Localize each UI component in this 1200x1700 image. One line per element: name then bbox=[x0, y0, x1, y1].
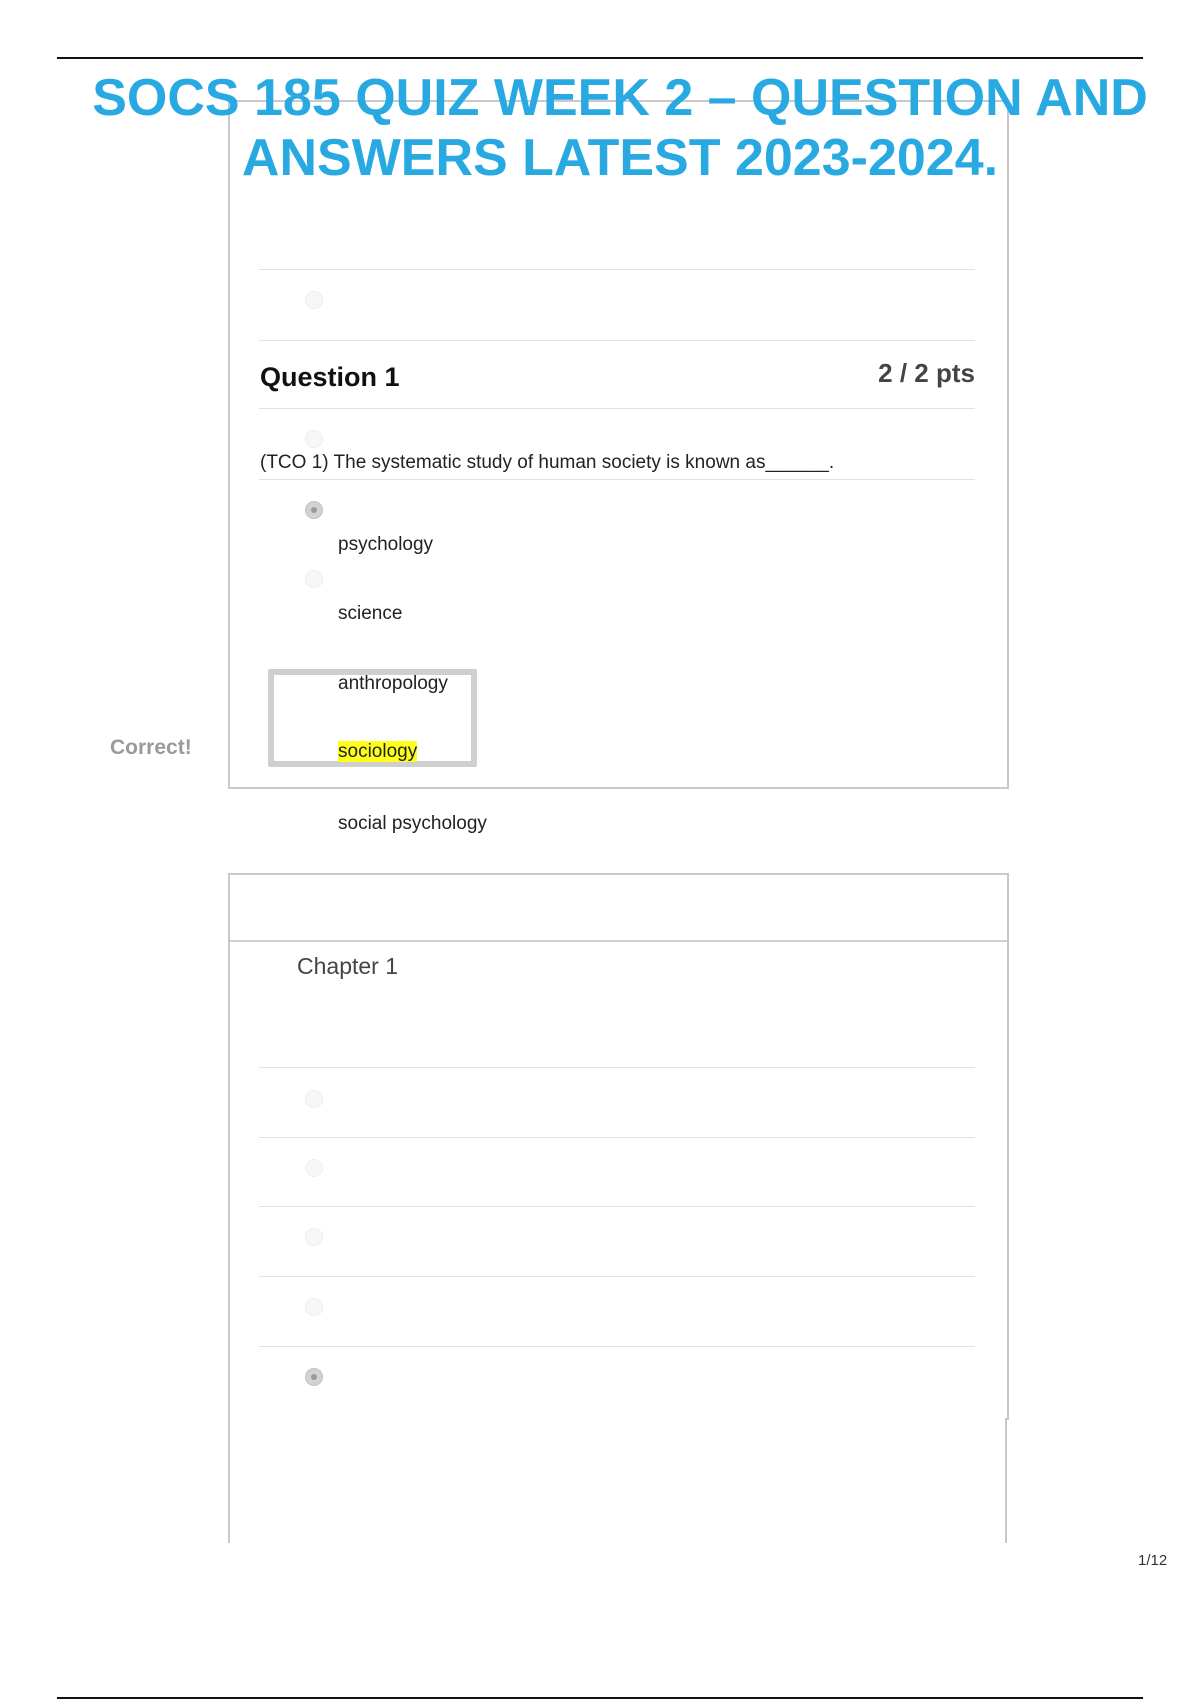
correct-feedback: Correct! bbox=[110, 736, 192, 759]
radio-icon[interactable] bbox=[305, 1228, 323, 1246]
radio-selected-icon[interactable] bbox=[305, 1368, 323, 1386]
radio-icon[interactable] bbox=[305, 1090, 323, 1108]
card-edge bbox=[1005, 1418, 1007, 1543]
divider bbox=[259, 1206, 975, 1207]
divider bbox=[259, 479, 975, 480]
radio-icon bbox=[305, 430, 323, 448]
page-number: 1/12 bbox=[1138, 1552, 1168, 1569]
divider bbox=[259, 1276, 975, 1277]
radio-selected-icon[interactable] bbox=[305, 501, 323, 519]
top-rule bbox=[57, 57, 1143, 59]
divider bbox=[259, 408, 975, 409]
highlighted-answer: sociology bbox=[338, 741, 418, 762]
question-text: (TCO 1) The systematic study of human society is known as______. bbox=[260, 452, 835, 473]
divider bbox=[259, 269, 975, 270]
divider bbox=[259, 1346, 975, 1347]
chapter-label: Chapter 1 bbox=[297, 953, 399, 979]
option-science[interactable]: science bbox=[338, 603, 403, 624]
question-title: Question 1 bbox=[260, 362, 400, 392]
bottom-rule bbox=[57, 1697, 1143, 1699]
option-anthropology[interactable]: anthropology bbox=[338, 673, 448, 694]
divider bbox=[230, 940, 1007, 942]
divider bbox=[259, 340, 975, 341]
radio-icon[interactable] bbox=[305, 1159, 323, 1177]
divider bbox=[259, 1137, 975, 1138]
radio-icon[interactable] bbox=[305, 570, 323, 588]
radio-icon[interactable] bbox=[305, 1298, 323, 1316]
card-edge bbox=[228, 1418, 230, 1543]
question-points: 2 / 2 pts bbox=[878, 358, 975, 388]
option-psychology[interactable]: psychology bbox=[338, 534, 434, 555]
option-social-psychology[interactable]: social psychology bbox=[338, 813, 487, 834]
radio-icon bbox=[305, 291, 323, 309]
document-title: SOCS 185 QUIZ WEEK 2 – QUESTION AND ANSWERS LATEST 2023-2024. bbox=[92, 69, 1148, 187]
divider bbox=[259, 1067, 975, 1068]
option-sociology[interactable] bbox=[338, 741, 417, 763]
